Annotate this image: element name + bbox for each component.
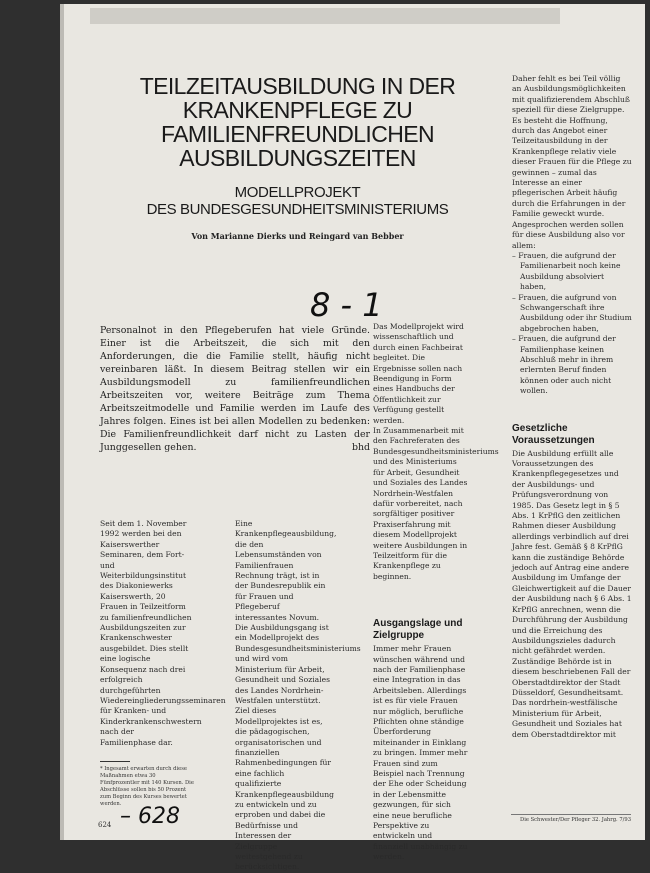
- article-subtitle: [120, 184, 475, 218]
- column-3-text-c: Immer mehr Frauen wünschen während und nach der Familienphase eine Integration in das Arbeitsleben. Allerdings ist es für viele Frauen nur möglich, berufliche Pflichten ohne ständige Überforderung miteinander in Einklang zu bringen. Immer mehr Frauen sind zum Beispiel nach Trennung der Ehe oder Scheidung in der Lebensmitte gezwungen, für sich eine neue berufliche Perspektive zu entwickeln und finanziell unabhängig zu werden.: [373, 644, 468, 862]
- article-title: TEILZEITAUSBILDUNG IN DER KRANKENPFLEGE ZU FAMILIENFREUNDLICHEN AUSBILDUNGSZEITEN: [139, 73, 456, 171]
- intro-text: Personalnot in den Pflegeberufen hat viele Gründe. Einer ist die Arbeitszeit, die sich mit den Anforderungen, die die Familie stellt, häufig nicht vereinbaren läßt. In diesem Beitrag stellen wir ein Ausbildungsmodell zu familienfreundlichen Arbeitszeiten vor, weitere Beiträge zum Thema Arbeitszeitmodelle und Familie werden im Laufe des Jahres folgen. Eines ist bei allen Modellen zu bedenken: Die Familienfreundlichkeit darf nicht zu Lasten der Junggesellen gehen.: [100, 325, 370, 453]
- column-4-text-f: Das nordrhein-westfälische Ministerium für Arbeit, Gesundheit und Soziales hat dem Oberstadtdirektor mit: [512, 698, 622, 739]
- journal-page: [60, 4, 645, 872]
- handwritten-note: 8 - 1: [310, 286, 383, 324]
- column-3-text-a: Das Modellprojekt wird wissenschaftlich und durch einen Fachbeirat begleitet. Die Ergebnisse sollen nach Beendigung in Form eines Handbuchs der Öffentlichkeit zur Verfügung gestellt werden.: [373, 322, 464, 425]
- header-bar: [90, 8, 560, 24]
- article-authors: Von Marianne Dierks und Reingard van Bebber: [191, 231, 404, 241]
- column-4-text-a: Daher fehlt es bei Teil völlig an Ausbildungsmöglichkeiten mit qualifizierendem Abschluß speziell für diese Zielgruppe.: [512, 74, 630, 115]
- handwritten-page-number: – 628: [120, 804, 180, 829]
- subtitle-line-2: DES BUNDESGESUNDHEITSMINISTERIUMS: [146, 201, 449, 218]
- page-number: 624: [98, 821, 112, 829]
- column-1: [100, 519, 226, 748]
- column-4-text-b: Es besteht die Hoffnung, durch das Angebot einer Teilzeitausbildung in der Krankenpflege relativ viele dieser Frauen für die Pflege zu gewinnen – zumal das Interesse an einer pflegerischen Arbeit häufig durch die Erfahrungen in der Familie geweckt wurde.: [512, 115, 632, 219]
- intro-signature: bhd: [351, 442, 370, 453]
- column-2: [235, 519, 361, 873]
- column-4-text-c: Angesprochen werden sollen für diese Ausbildung also vor allem:: [512, 219, 625, 250]
- footnote-rule: [100, 761, 130, 762]
- column-4-text-e: Zuständige Behörde ist in diesem beschriebenen Fall der Oberstadtdirektor der Stadt Düsseldorf, Gesundheitsamt.: [512, 656, 631, 697]
- intro-paragraph: [100, 324, 370, 454]
- column-4-text-d: Die Ausbildung erfüllt alle Voraussetzungen des Krankenpflegegesetzes und der Ausbildungs- und Prüfungsverordnung von 1985. Das Gesetz legt in § 5 Abs. 1 KrPflG den zeitlichen Rahmen dieser Ausbildung allerdings verbindlich auf drei Jahre fest. Gemäß § 8 KrPflG kann die zuständige Behörde jedoch auf Antrag eine andere Ausbildung im Umfange der Gleichwertigkeit auf die Dauer der Ausbildung nach § 6 Abs. 1 KrPflG anrechnen, wenn die Durchführung der Ausbildung und die Erreichung des Ausbildungszieles dadurch nicht gefährdet werden.: [512, 448, 632, 656]
- column-3: [373, 322, 499, 863]
- footnote: * Ingesamt erwarten durch diese Maßnahmen etwa 30 Fünfprozentler mit 140 Kursen. Die Abschlüsse sollen bis 50 Prozent zum Beginn des Kurses bewertet werden.: [100, 766, 194, 807]
- running-foot: Die Schwester/Der Pfleger 32. Jahrg. 7/93: [520, 817, 631, 823]
- column-4-heading: Gesetzliche Voraussetzungen: [512, 422, 595, 446]
- column-3-text-b: In Zusammenarbeit mit den Fachreferaten des Bundesgesundheitsministeriums und des Ministeriums für Arbeit, Gesundheit und Soziales des Landes Nordrhein-Westfalen dafür vorbereitet, nach sorgfältiger positiver Praxiserfahrung mit diesem Modellprojekt weitere Ausbildungen in Teilzeitform für die Krankenpflege zu beginnen.: [373, 426, 499, 581]
- list-item: – Frauen, die aufgrund der Familienarbeit noch keine Ausbildung absolviert haben,: [512, 250, 621, 292]
- subtitle-line-1: MODELLPROJEKT: [234, 184, 361, 201]
- column-4: [512, 74, 632, 740]
- page-edge-shadow: [60, 4, 64, 840]
- column-2-text: Eine Krankenpflegeausbildung, die den Lebensumständen von Familienfrauen Rechnung trägt, ist in der Bundesrepublik ein für Frauen und Pflegeberuf interessantes Novum. Die Ausbildungsgang ist ein Modellprojekt des Bundesgesundheitsministeriums und wird vom Ministerium für Arbeit, Gesundheit und Soziales des Landes Nordrhein-Westfalen unterstützt.: [235, 519, 361, 705]
- column-2-text-b: Ziel dieses Modellprojektes ist es, die pädagogischen, organisatorischen und finanziellen Rahmenbedingungen für eine fachlich qualifizierte Krankenpflegeausbildung zu entwickeln und zu erproben und dabei die Bedürfnisse und Interessen der Zielgruppe weitestgehend zu berücksichtigen.: [235, 706, 335, 872]
- list-item: – Frauen, die aufgrund von Schwangerschaft ihre Ausbildung oder ihr Studium abgebrochen haben,: [512, 292, 632, 333]
- list-item: – Frauen, die aufgrund der Familienphase keinen Abschluß mehr in ihrem erlernten Beruf finden können oder auch nicht wollen.: [512, 334, 616, 396]
- column-1-text: Seit dem 1. November 1992 werden bei den Kaiserswerther Seminaren, dem Fort- und Weiterbildungsinstitut des Diakoniewerks Kaiserswerth, 20 Frauen in Teilzeitform zu familienfreundlichen Ausbildungszeiten zur Krankenschwester ausgebildet. Dies stellt eine logische Konsequenz nach drei erfolgreich durchgeführten Wiedereingliederungsseminaren für Kranken- und Kinderkrankenschwestern nach der Familienphase dar.: [100, 519, 226, 747]
- column-3-heading: Ausgangslage und Zielgruppe: [373, 618, 463, 642]
- running-foot-rule: [511, 814, 631, 815]
